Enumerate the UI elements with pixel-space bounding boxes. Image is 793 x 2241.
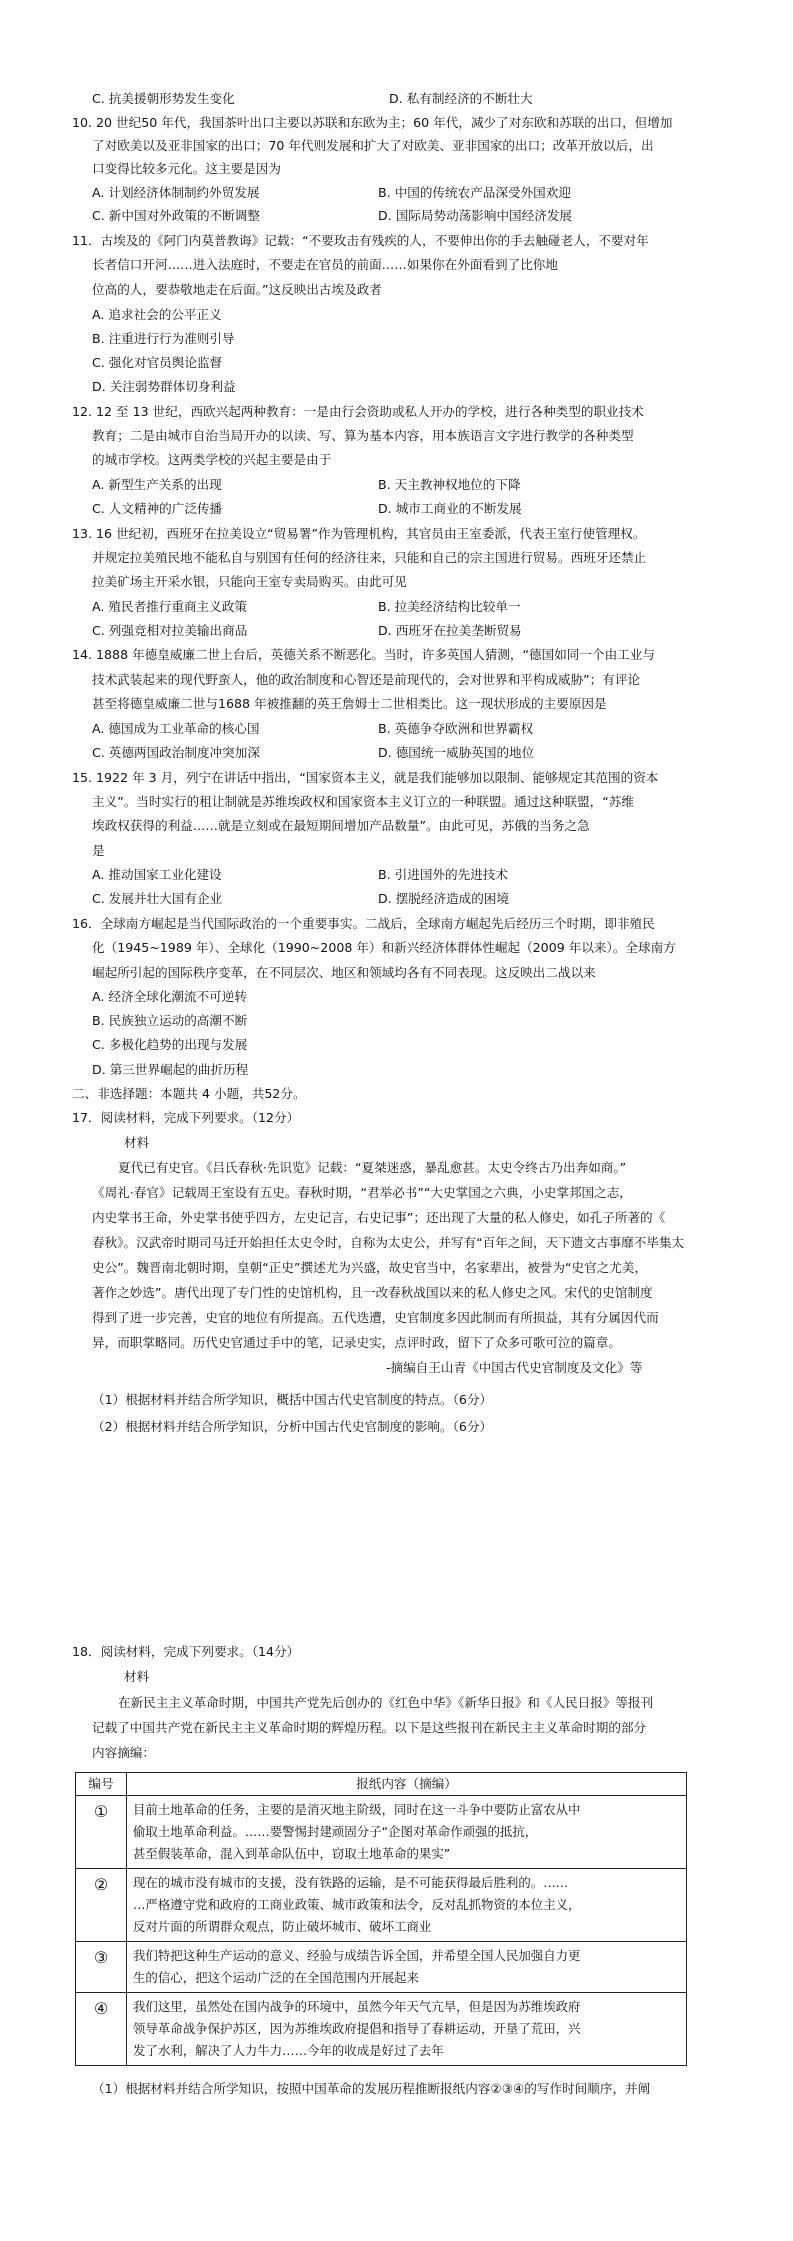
row-content [127,1942,687,1993]
q14-stem-line1: 14. 1888 年德皇威廉二世上台后，英德关系不断恶化。当时，许多英国人猜测，“德国如同一个由工业与 [72,647,655,662]
q13-stem-line1: 13. 16 世纪初，西班牙在拉美设立“贸易署”作为管理机构，其官员由王室委派，代表王室行使管理权。 [72,526,646,541]
q13-stem-line3: 拉美矿场主开采水银，只能向王室专卖局购买。由此可见 [92,574,407,589]
q12-stem-line1: 12. 12 至 13 世纪，西欧兴起两种教育：一是由行会资助或私人开办的学校，进行各种类型的职业技术 [72,404,644,419]
top-option-d: D. 私有制经济的不断壮大 [389,91,533,106]
q13-stem-line2: 并规定拉美殖民地不能私自与别国有任何的经济往来，只能和自己的宗主国进行贸易。西班牙还禁止 [92,550,647,565]
row-number: ④ [76,1993,127,2066]
q15-option-c: C. 发展并壮大国有企业 [92,891,223,906]
q17-material-line7: 得到了进一步完善，史官的地位有所提高。五代迭遭，史官制度多因此制而有所损益，其有分属因代而 [92,1310,659,1325]
q15-option-b: B. 引进国外的先进技术 [378,867,508,882]
row4-line2: 领导革命战争保护苏区，因为苏维埃政府提倡和指导了春耕运动，开垦了荒田，兴 [133,2021,581,2036]
q17-title: 17．阅读材料，完成下列要求。（12分） [72,1110,300,1125]
q11-stem-line2: 长者信口开河……进入法庭时，不要走在官员的前面……如果你在外面看到了比你地 [92,257,558,272]
q13-option-b: B. 拉美经济结构比较单一 [378,599,521,614]
q17-material-line2: 《周礼·春官》记载周王室设有五史。春秋时期，“君举必书”“大史掌国之六典，小史掌邦国之志， [92,1185,632,1200]
table-row [76,1796,687,1869]
row-number: ② [76,1869,127,1942]
q11-stem-line1: 11．古埃及的《阿门内莫普教诲》记载：“不要玫击有残疾的人，不要伸出你的手去触碰老人，不要对年 [72,233,649,248]
q17-material-line6: 著作之妙选”。唐代出现了专门性的史馆机构，且一改春秋战国以来的私人修史之风。宋代的史馆制度 [92,1285,653,1300]
header-number: 编号 [76,1773,127,1796]
row-number: ③ [76,1942,127,1993]
q10-stem-line2: 了对欧美以及亚非国家的出口；70 年代则发展和扩大了对欧美、亚非国家的出口；改革开放以后，出 [92,138,654,153]
q11-stem-line3: 位高的人，要恭敬地走在后面。”这反映出古埃及政者 [92,282,382,297]
q17-sub1: （1）根据材料并结合所学知识，概括中国古代史官制度的特点。（6分） [92,1392,493,1407]
q10-stem-line1: 10. 20 世纪50 年代，我国茶叶出口主要以苏联和东欧为主；60 年代，减少了对东欧和苏联的出口，但增加 [72,115,673,130]
row4-line3: 发了水利，解决了人力牛力……今年的收成是好过了去年 [133,2043,444,2058]
q14-option-b: B. 英德争夺欧洲和世界霸权 [378,721,534,736]
q17-material-line8: 异，而职掌略同。历代史官通过手中的笔，记录史实，点评时政，留下了众多可歌可泣的篇章。 [92,1335,621,1350]
row1-line1: 目前土地革命的任务，主要的是消灭地主阶级，同时在这一斗争中要防止富农从中 [133,1802,581,1817]
q18-material-line2: 记载了中国共产党在新民主主义革命时期的辉煌历程。以下是这些报刊在新民主主义革命时期的部分 [92,1720,647,1735]
q17-material-line5: 史公”。魏晋南北朝时期，皇朝“正史”撰述尤为兴盛，故史官当中，名家辈出，被誉为“史官之尤美， [92,1260,648,1275]
table-header-row [76,1773,687,1796]
q15-stem-line4: 是 [92,843,105,858]
q10-option-d: D. 国际局势动荡影响中国经济发展 [378,208,573,223]
q15-stem-line3: 埃政权获得的利益……就是立刻或在最短期间增加产品数量”。由此可见，苏俄的当务之急 [92,818,590,833]
q14-option-d: D. 德国统一威胁英国的地位 [378,745,535,760]
table-row [76,1942,687,1993]
q12-stem-line3: 的城市学校。这两类学校的兴起主要是由于 [92,452,332,467]
q11-option-d: D. 关注弱势群体切身利益 [92,379,236,394]
header-content: 报纸内容（摘编） [127,1773,687,1796]
q17-material-label: 材料 [124,1135,150,1150]
q12-option-b: B. 天主教神权地位的下降 [378,477,521,492]
q17-sub2: （2）根据材料并结合所学知识，分析中国古代史官制度的影响。（6分） [92,1419,493,1434]
row-content [127,1869,687,1942]
q17-material-line1: 夏代已有史官。《吕氏春秋·先识览》记载：“夏桀迷惑，暴乱愈甚。太史令终古乃出奔如商。” [118,1160,627,1175]
q12-option-a: A. 新型生产关系的出现 [92,477,222,492]
row2-line1: 现在的城市没有城市的支援，没有铁路的运输，是不可能获得最后胜利的。…… [133,1875,569,1890]
q16-option-b: B. 民族独立运动的高潮不断 [92,1013,248,1028]
q10-option-c: C. 新中国对外政策的不断调整 [92,208,260,223]
q18-material-label: 材料 [124,1669,150,1684]
q10-option-b: B. 中国的传统农产品深受外国欢迎 [378,185,571,200]
q16-option-c: C. 多极化趋势的出现与发展 [92,1037,248,1052]
row2-line2: …严格遵守党和政府的工商业政策、城市政策和法令，反对乱抓物资的本位主义， [133,1897,581,1912]
newspaper-table [75,1772,687,2066]
q11-option-b: B. 注重进行行为准则引导 [92,331,235,346]
q13-option-a: A. 殖民者推行重商主义政策 [92,599,247,614]
q16-stem-line1: 16．全球南方崛起是当代国际政治的一个重要事实。二战后，全球南方崛起先后经历三个时期，即非殖民 [72,916,655,931]
row-number: ① [76,1796,127,1869]
q12-stem-line2: 教育；二是由城市自治当局开办的以读、写、算为基本内容，用本族语言文字进行教学的各种类型 [92,428,634,443]
q14-stem-line3: 甚至将德皇威廉二世与1688 年被推翻的英王詹姆士二世相类比。这一现状形成的主要原因是 [92,696,607,711]
q16-stem-line2: 化（1945~1989 年）、全球化（1990~2008 年）和新兴经济体群体性崛起（2009 年以来）。全球南方 [92,940,676,955]
q14-option-a: A. 德国成为工业革命的核心国 [92,721,260,736]
q11-option-a: A. 追求社会的公平正义 [92,307,222,322]
q12-option-c: C. 人文精神的广泛传播 [92,501,223,516]
q18-material-line3: 内容摘编： [92,1745,155,1760]
q12-option-d: D. 城市工商业的不断发展 [378,501,522,516]
row4-line1: 我们这里，虽然处在国内战争的环境中，虽然今年天气亢旱，但是因为苏维埃政府 [133,1999,581,2014]
row-content [127,1993,687,2066]
q17-material-line3: 内史掌书王命，外史掌书使乎四方，左史记言，右史记事”；还出现了大量的私人修史，如孔子所著的《 [92,1210,666,1225]
q18-sub1: （1）根据材料并结合所学知识，按照中国革命的发展历程推断报纸内容②③④的写作时间顺序，并阐 [92,2081,651,2096]
q15-stem-line1: 15. 1922 年 3 月，列宁在讲话中指出，“国家资本主义，就是我们能够加以限制、能够规定其范围的资本 [72,770,659,785]
row3-line2: 生的信心，把这个运动广泛的在全国范围内开展起来 [133,1970,419,1985]
q10-option-a: A. 计划经济体制制约外贸发展 [92,185,260,200]
q18-title: 18．阅读材料，完成下列要求。（14分） [72,1644,300,1659]
q16-option-d: D. 第三世界崛起的曲折历程 [92,1062,249,1077]
row1-line2: 偷取土地革命利益。……要警惕封建顽固分子“企图对革命作顽强的抵抗， [133,1824,538,1839]
q16-option-a: A. 经济全球化潮流不可逆转 [92,989,247,1004]
q15-stem-line2: 主义”。当时实行的租让制就是苏维埃政权和国家资本主义订立的一种联盟。通过这种联盟，“苏维 [92,794,634,809]
q17-source: -摘编自王山青《中国古代史官制度及文化》等 [386,1360,643,1375]
q14-stem-line2: 技术武装起来的现代野蛮人，他的政治制度和心智还是前现代的，会对世界和平构成威胁”；有评论 [92,672,641,687]
q13-option-d: D. 西班牙在拉美垄断贸易 [378,623,522,638]
row2-line3: 反对片面的所谓群众观点，防止破坏城市、破坏工商业 [133,1919,432,1934]
row-content [127,1796,687,1869]
q13-option-c: C. 列强竞相对拉美输出商品 [92,623,248,638]
q15-option-a: A. 推动国家工业化建设 [92,867,222,882]
row3-line1: 我们特把这种生产运动的意义、经验与成绩告诉全国，并希望全国人民加强自力更 [133,1948,581,1963]
table-row [76,1869,687,1942]
section-2-heading: 二、非选择题：本题共 4 小题，共52分。 [72,1086,306,1101]
q15-option-d: D. 摆脱经济造成的困境 [378,891,510,906]
q16-stem-line3: 崛起所引起的国际秩序变革，在不同层次、地区和领域均各有不同表现。这反映出二战以来 [92,965,596,980]
row1-line3: 甚至假装革命，混入到革命队伍中，窃取土地革命的果实” [133,1846,451,1861]
table-row [76,1993,687,2066]
q11-option-c: C. 强化对官员舆论监督 [92,355,223,370]
q18-material-line1: 在新民主主义革命时期，中国共产党先后创办的《红色中华》《新华日报》和《人民日报》等报刊 [118,1695,654,1710]
q17-material-line4: 春秋》。汉武帝时期司马迁开始担任太史令时，自称为太史公，并写有“百年之间，天下遗文古事靡不毕集太 [92,1235,685,1250]
q14-option-c: C. 英德两国政治制度冲突加深 [92,745,260,760]
top-option-c: C. 抗美援朝形势发生变化 [92,91,235,106]
q10-stem-line3: 口变得比较多元化。这主要是因为 [92,161,281,176]
